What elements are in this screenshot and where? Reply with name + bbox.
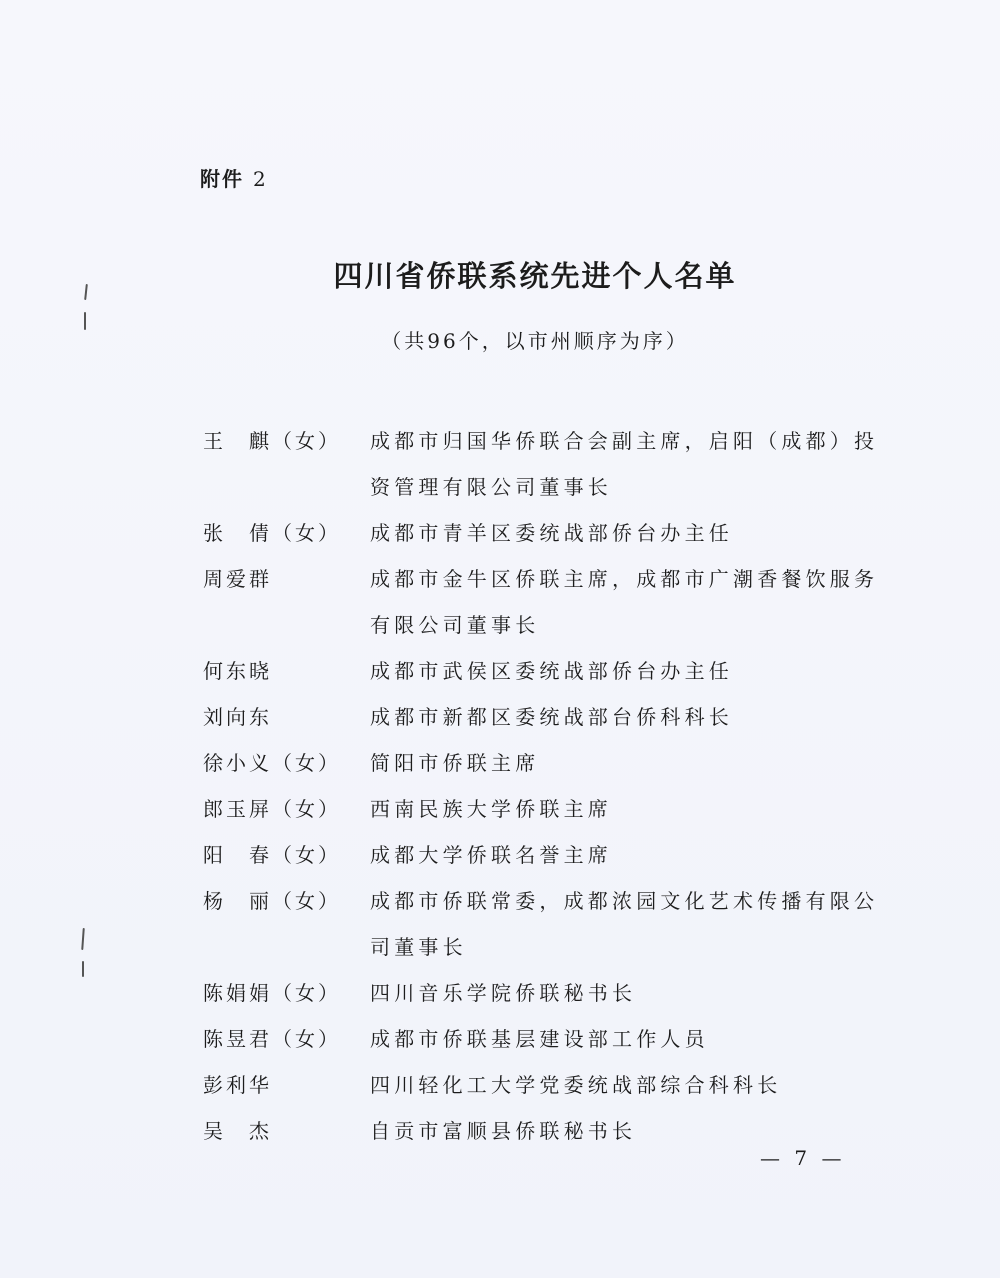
person-title: 成都市金牛区侨联主席，成都市广潮香餐饮服务有限公司董事长 [370,567,879,637]
person-name: 阳 春（女） [203,843,341,867]
person-title: 成都市青羊区委统战部侨台办主任 [370,521,733,545]
person-title: 成都市归国华侨联合会副主席，启阳（成都）投资管理有限公司董事长 [370,429,879,499]
person-name: 陈娟娟（女） [203,981,341,1005]
attachment-label: 附件 2 [200,167,268,191]
person-title: 成都市侨联基层建设部工作人员 [370,1027,709,1051]
page-title: 四川省侨联系统先进个人名单 [333,259,737,293]
person-name: 杨 丽（女） [203,889,341,913]
person-name: 刘向东 [203,705,272,729]
staple-mark [82,961,84,977]
page-subtitle: （共96个，以市州顺序为序） [381,329,689,353]
person-name: 彭利华 [203,1073,272,1097]
person-title: 成都大学侨联名誉主席 [370,843,612,867]
person-name: 周爱群 [203,567,272,591]
person-title: 成都市新都区委统战部台侨科科长 [370,705,733,729]
person-title: 四川音乐学院侨联秘书长 [370,981,637,1005]
person-name: 何东晓 [203,659,272,683]
person-title: 四川轻化工大学党委统战部综合科科长 [370,1073,782,1097]
page-number: — 7 — [760,1146,846,1170]
staple-mark [81,928,85,950]
person-name: 徐小义（女） [203,751,341,775]
person-name: 吴 杰 [203,1119,272,1143]
person-title: 成都市武侯区委统战部侨台办主任 [370,659,733,683]
person-title: 自贡市富顺县侨联秘书长 [370,1119,637,1143]
person-title: 简阳市侨联主席 [370,751,540,775]
person-name: 王 麒（女） [203,429,341,453]
person-title: 西南民族大学侨联主席 [370,797,612,821]
person-title: 成都市侨联常委，成都浓园文化艺术传播有限公司董事长 [370,889,879,959]
person-name: 郎玉屏（女） [203,797,341,821]
person-name: 陈昱君（女） [203,1027,341,1051]
person-name: 张 倩（女） [203,521,341,545]
